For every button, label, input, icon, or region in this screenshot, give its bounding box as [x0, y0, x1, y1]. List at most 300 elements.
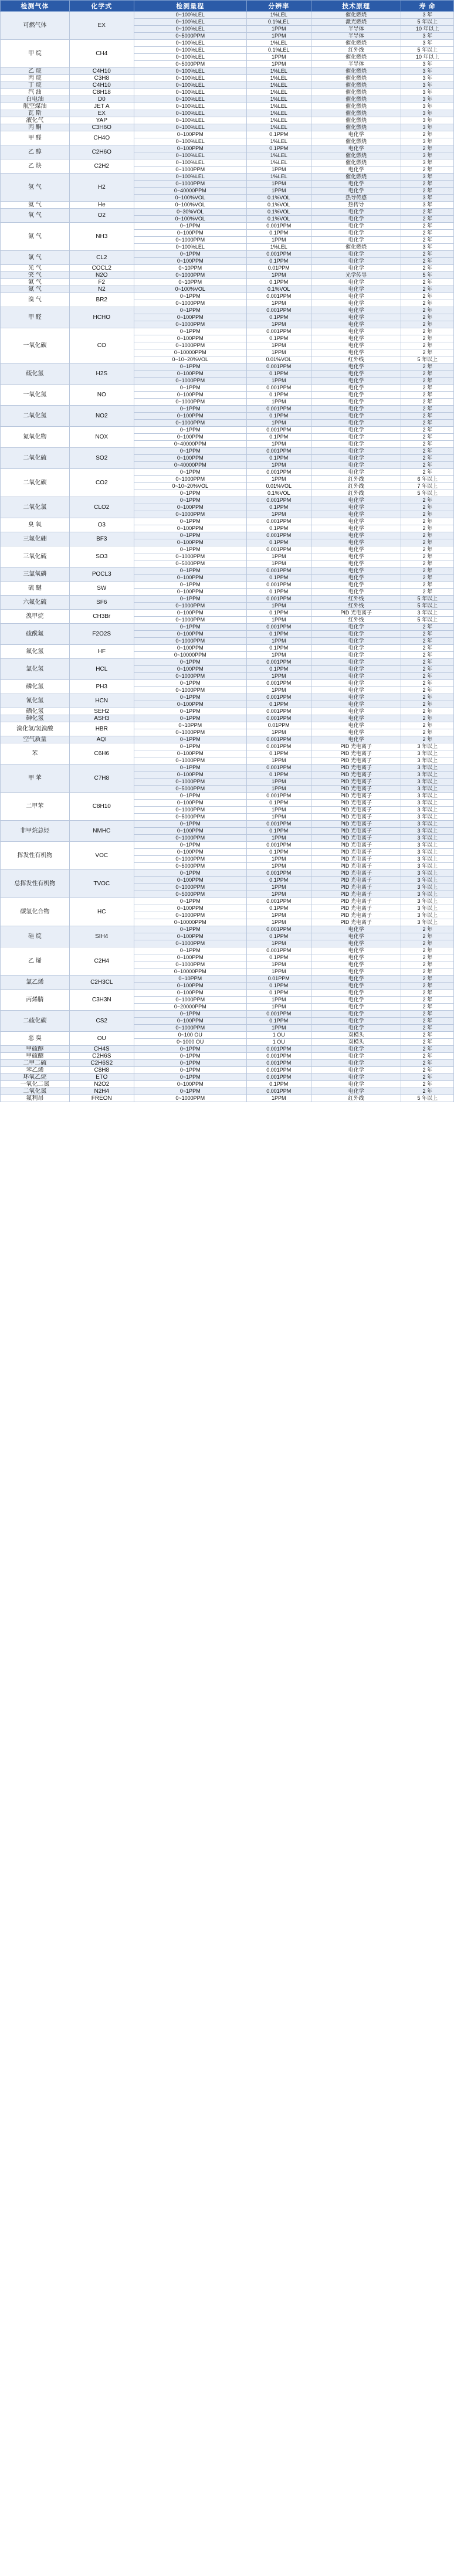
cell-gas-name: 空气质量 — [1, 736, 70, 743]
cell-technology: 电化学 — [311, 589, 401, 596]
cell-life: 3 年以上 — [401, 870, 454, 877]
cell-technology: PID 光电离子 — [311, 793, 401, 800]
cell-technology: 电化学 — [311, 504, 401, 511]
cell-life: 3 年 — [401, 138, 454, 145]
cell-resolution: 1PPM — [246, 919, 311, 926]
cell-gas-name: 乙 醇 — [1, 145, 70, 159]
cell-technology: 催化燃烧 — [311, 103, 401, 110]
cell-resolution: 0.001PPM — [246, 1088, 311, 1095]
cell-formula: HF — [69, 645, 134, 659]
cell-resolution: 1PPM — [246, 617, 311, 624]
cell-resolution: 0.1%VOL — [246, 209, 311, 216]
cell-life: 2 年 — [401, 947, 454, 954]
cell-life: 2 年 — [401, 940, 454, 947]
cell-formula: N2H4 — [69, 1088, 134, 1095]
cell-gas-name: 氯乙烯 — [1, 976, 70, 990]
cell-formula: C4H10 — [69, 68, 134, 75]
cell-range: 0~100PPM — [134, 933, 246, 940]
cell-range: 0~1PPM — [134, 582, 246, 589]
cell-resolution: 0.001PPM — [246, 328, 311, 335]
cell-gas-name: 氯 气 — [1, 251, 70, 265]
cell-range: 0~1PPM — [134, 532, 246, 539]
cell-life: 3 年以上 — [401, 750, 454, 757]
cell-resolution: 0.001PPM — [246, 1074, 311, 1081]
cell-range: 0~1000PPM — [134, 687, 246, 694]
cell-life: 2 年 — [401, 582, 454, 589]
cell-life: 3 年以上 — [401, 764, 454, 772]
table-row — [1, 1095, 454, 1102]
cell-range: 0~100PPM — [134, 800, 246, 807]
table-row — [1, 546, 454, 553]
gas-sensor-spec-table-container — [0, 0, 454, 1102]
cell-life: 3 年 — [401, 61, 454, 68]
cell-technology: PID 光电离子 — [311, 743, 401, 750]
table-row — [1, 363, 454, 371]
cell-range: 0~1000PPM — [134, 603, 246, 610]
cell-technology: 电化学 — [311, 575, 401, 582]
cell-life: 3 年以上 — [401, 757, 454, 764]
cell-range: 0~1PPM — [134, 947, 246, 954]
cell-gas-name: 氯化氢 — [1, 659, 70, 680]
cell-resolution: 0.001PPM — [246, 363, 311, 371]
cell-technology: 催化燃烧 — [311, 54, 401, 61]
cell-range: 0~1000PPM — [134, 476, 246, 483]
cell-resolution: 0.001PPM — [246, 842, 311, 849]
cell-technology: 热传导 — [311, 202, 401, 209]
table-row — [1, 567, 454, 575]
cell-range: 0~100PPM — [134, 1018, 246, 1025]
cell-life: 2 年 — [401, 983, 454, 990]
cell-resolution: 1PPM — [246, 757, 311, 764]
cell-range: 0~100%LEL — [134, 103, 246, 110]
header-formula: 化学式 — [69, 1, 134, 12]
cell-gas-name: 苯乙烯 — [1, 1067, 70, 1074]
cell-range: 0~1PPM — [134, 1046, 246, 1053]
cell-life: 3 年 — [401, 174, 454, 181]
cell-life: 2 年 — [401, 237, 454, 244]
cell-resolution: 0.1PPM — [246, 504, 311, 511]
cell-resolution: 0.1%LEL — [246, 47, 311, 54]
cell-resolution: 0.1%VOL — [246, 490, 311, 497]
cell-resolution: 0.001PPM — [246, 469, 311, 476]
cell-range: 0~100PPM — [134, 539, 246, 546]
cell-life: 3 年以上 — [401, 912, 454, 919]
cell-resolution: 0.001PPM — [246, 448, 311, 455]
cell-gas-name: 氮氧化物 — [1, 427, 70, 448]
cell-resolution: 0.1PPM — [246, 954, 311, 961]
cell-resolution: 0.001PPM — [246, 870, 311, 877]
cell-technology: 红外线 — [311, 476, 401, 483]
cell-range: 0~5000PPM — [134, 560, 246, 567]
table-row — [1, 124, 454, 131]
cell-technology: 电化学 — [311, 1046, 401, 1053]
cell-life: 2 年 — [401, 518, 454, 525]
cell-life: 3 年 — [401, 40, 454, 47]
table-row — [1, 469, 454, 476]
cell-range: 0~100PPM — [134, 772, 246, 779]
table-row — [1, 307, 454, 314]
cell-range: 0~1PPM — [134, 624, 246, 631]
table-row — [1, 582, 454, 589]
cell-life: 2 年 — [401, 399, 454, 406]
cell-life: 2 年 — [401, 575, 454, 582]
cell-technology: 红外线 — [311, 490, 401, 497]
cell-gas-name: 氦 气 — [1, 202, 70, 209]
cell-technology: 电化学 — [311, 532, 401, 539]
cell-resolution: 1%LEL — [246, 117, 311, 124]
cell-range: 0~100PPM — [134, 525, 246, 532]
cell-technology: 催化燃烧 — [311, 40, 401, 47]
cell-technology: 电化学 — [311, 363, 401, 371]
cell-range: 0~100PPM — [134, 575, 246, 582]
cell-formula: PH3 — [69, 680, 134, 694]
cell-range: 0~100%LEL — [134, 174, 246, 181]
cell-formula: NO — [69, 385, 134, 406]
cell-life: 2 年 — [401, 131, 454, 138]
cell-gas-name: 二氧化氮 — [1, 406, 70, 427]
cell-formula: CS2 — [69, 1011, 134, 1032]
cell-technology: 红外线 — [311, 483, 401, 490]
cell-resolution: 1PPM — [246, 181, 311, 188]
cell-resolution: 1%LEL — [246, 103, 311, 110]
cell-resolution: 0.1PPM — [246, 800, 311, 807]
cell-resolution: 1%LEL — [246, 124, 311, 131]
cell-technology: 电化学 — [311, 321, 401, 328]
cell-range: 0~1PPM — [134, 898, 246, 905]
cell-formula: BR2 — [69, 293, 134, 307]
cell-life: 2 年 — [401, 990, 454, 997]
cell-gas-name: 笑 气 — [1, 272, 70, 279]
cell-range: 0~1000PPM — [134, 779, 246, 786]
cell-formula: CH4S — [69, 1046, 134, 1053]
cell-resolution: 0.1PPM — [246, 413, 311, 420]
cell-resolution: 1PPM — [246, 1025, 311, 1032]
cell-range: 0~30%VOL — [134, 209, 246, 216]
cell-technology: 电化学 — [311, 680, 401, 687]
cell-range: 0~20000PPM — [134, 1004, 246, 1011]
cell-formula: He — [69, 202, 134, 209]
table-row — [1, 82, 454, 89]
header-life: 寿 命 — [401, 1, 454, 12]
cell-resolution: 1PPM — [246, 863, 311, 870]
cell-technology: PID 光电离子 — [311, 877, 401, 884]
cell-resolution: 1PPM — [246, 940, 311, 947]
cell-life: 3 年以上 — [401, 856, 454, 863]
cell-technology: 电化学 — [311, 701, 401, 708]
cell-range: 0~1PPM — [134, 659, 246, 666]
cell-life: 5 年 — [401, 272, 454, 279]
cell-range: 0~1PPM — [134, 567, 246, 575]
cell-technology: 电化学 — [311, 1088, 401, 1095]
cell-formula: C2H4 — [69, 947, 134, 976]
cell-life: 2 年 — [401, 413, 454, 420]
cell-formula: SIH4 — [69, 926, 134, 947]
cell-life: 2 年 — [401, 181, 454, 188]
cell-technology: 催化燃烧 — [311, 159, 401, 166]
cell-range: 0~5000PPM — [134, 814, 246, 821]
cell-life: 2 年 — [401, 1004, 454, 1011]
cell-technology: 电化学 — [311, 708, 401, 715]
cell-technology: 红外线 — [311, 356, 401, 363]
cell-resolution: 0.1PPM — [246, 772, 311, 779]
cell-resolution: 0.001PPM — [246, 546, 311, 553]
cell-resolution: 1%LEL — [246, 152, 311, 159]
cell-range: 0~1000 OU — [134, 1039, 246, 1046]
cell-range: 0~1000PPM — [134, 511, 246, 518]
cell-life: 3 年以上 — [401, 849, 454, 856]
table-row — [1, 448, 454, 455]
cell-formula: EX — [69, 12, 134, 40]
cell-range: 0~100%LEL — [134, 75, 246, 82]
cell-gas-name: 硅 烷 — [1, 926, 70, 947]
cell-range: 0~1000PPM — [134, 1095, 246, 1102]
cell-life: 2 年 — [401, 216, 454, 223]
cell-range: 0~1PPM — [134, 1053, 246, 1060]
table-row — [1, 610, 454, 617]
cell-technology: 电化学 — [311, 300, 401, 307]
cell-range: 0~10PPM — [134, 722, 246, 729]
cell-technology: 双模头 — [311, 1032, 401, 1039]
cell-technology: 催化燃烧 — [311, 82, 401, 89]
cell-technology: PID 光电离子 — [311, 905, 401, 912]
cell-technology: 电化学 — [311, 729, 401, 736]
cell-technology: PID 光电离子 — [311, 828, 401, 835]
cell-range: 0~1000PPM — [134, 181, 246, 188]
cell-life: 3 年 — [401, 33, 454, 40]
cell-range: 0~100PPM — [134, 905, 246, 912]
cell-range: 0~100PPM — [134, 258, 246, 265]
cell-range: 0~100PPM — [134, 645, 246, 652]
cell-technology: 电化学 — [311, 166, 401, 174]
cell-life: 2 年 — [401, 687, 454, 694]
cell-technology: 电化学 — [311, 645, 401, 652]
table-row — [1, 209, 454, 216]
cell-technology: 电化学 — [311, 666, 401, 673]
cell-life: 2 年 — [401, 335, 454, 342]
cell-gas-name: 三氧化硫 — [1, 546, 70, 567]
cell-formula: F2 — [69, 279, 134, 286]
cell-life: 2 年 — [401, 448, 454, 455]
cell-resolution: 1PPM — [246, 321, 311, 328]
cell-life: 3 年 — [401, 159, 454, 166]
cell-technology: 红外线 — [311, 1095, 401, 1102]
cell-life: 2 年 — [401, 645, 454, 652]
cell-technology: 电化学 — [311, 976, 401, 983]
cell-life: 2 年 — [401, 230, 454, 237]
cell-formula: N2 — [69, 286, 134, 293]
cell-range: 0~100%LEL — [134, 26, 246, 33]
cell-resolution: 0.001PPM — [246, 764, 311, 772]
cell-life: 2 年 — [401, 371, 454, 378]
cell-resolution: 1%LEL — [246, 82, 311, 89]
cell-gas-name: 六氟化硫 — [1, 596, 70, 610]
cell-technology: 电化学 — [311, 279, 401, 286]
cell-range: 0~100PPM — [134, 990, 246, 997]
cell-life: 3 年以上 — [401, 743, 454, 750]
cell-range: 0~1PPM — [134, 1074, 246, 1081]
cell-formula: CLO2 — [69, 497, 134, 518]
cell-formula: TVOC — [69, 870, 134, 898]
cell-life: 2 年 — [401, 427, 454, 434]
cell-resolution: 0.001PPM — [246, 659, 311, 666]
cell-formula: C3H6O — [69, 124, 134, 131]
cell-formula: EX — [69, 110, 134, 117]
cell-formula: NH3 — [69, 223, 134, 251]
cell-range: 0~100PPM — [134, 335, 246, 342]
cell-range: 0~100PPM — [134, 877, 246, 884]
cell-resolution: 1PPM — [246, 997, 311, 1004]
cell-resolution: 0.1PPM — [246, 905, 311, 912]
table-row — [1, 976, 454, 983]
cell-formula: AQI — [69, 736, 134, 743]
cell-life: 2 年 — [401, 209, 454, 216]
cell-technology: 电化学 — [311, 947, 401, 954]
cell-resolution: 0.001PPM — [246, 532, 311, 539]
cell-resolution: 0.001PPM — [246, 497, 311, 504]
table-row — [1, 145, 454, 152]
table-row — [1, 40, 454, 47]
cell-resolution: 1PPM — [246, 912, 311, 919]
table-row — [1, 947, 454, 954]
cell-life: 2 年 — [401, 694, 454, 701]
cell-range: 0~10000PPM — [134, 652, 246, 659]
cell-life: 3 年以上 — [401, 800, 454, 807]
cell-range: 0~1000PPM — [134, 237, 246, 244]
cell-life: 3 年以上 — [401, 905, 454, 912]
table-row — [1, 659, 454, 666]
cell-resolution: 0.001PPM — [246, 223, 311, 230]
cell-range: 0~100%LEL — [134, 54, 246, 61]
cell-resolution: 1PPM — [246, 511, 311, 518]
cell-life: 5 年以上 — [401, 603, 454, 610]
cell-gas-name: 氟利昂 — [1, 1095, 70, 1102]
table-row — [1, 174, 454, 181]
cell-technology: PID 光电离子 — [311, 919, 401, 926]
cell-range: 0~100%LEL — [134, 47, 246, 54]
cell-resolution: 1PPM — [246, 272, 311, 279]
cell-resolution: 1PPM — [246, 300, 311, 307]
cell-technology: 电化学 — [311, 441, 401, 448]
cell-life: 2 年 — [401, 286, 454, 293]
cell-range: 0~1PPM — [134, 1011, 246, 1018]
cell-life: 2 年 — [401, 553, 454, 560]
table-row — [1, 821, 454, 828]
cell-gas-name: 硫 醚 — [1, 582, 70, 596]
cell-resolution: 1PPM — [246, 1004, 311, 1011]
cell-range: 0~100%VOL — [134, 216, 246, 223]
cell-technology: 催化燃烧 — [311, 68, 401, 75]
cell-range: 0~1PPM — [134, 1067, 246, 1074]
cell-formula: NMHC — [69, 821, 134, 842]
cell-life: 2 年 — [401, 328, 454, 335]
cell-resolution: 0.1PPM — [246, 371, 311, 378]
cell-life: 5 年以上 — [401, 47, 454, 54]
cell-technology: 电化学 — [311, 968, 401, 976]
cell-gas-name: 二甲苯 — [1, 793, 70, 821]
cell-range: 0~100PPM — [134, 701, 246, 708]
cell-range: 0~100%LEL — [134, 96, 246, 103]
cell-range: 0~1PPM — [134, 680, 246, 687]
cell-resolution: 1PPM — [246, 166, 311, 174]
cell-gas-name: 环氧乙烷 — [1, 1074, 70, 1081]
cell-range: 0~1PPM — [134, 385, 246, 392]
cell-life: 3 年 — [401, 117, 454, 124]
cell-formula: CO — [69, 328, 134, 363]
cell-formula: C4H10 — [69, 82, 134, 89]
cell-range: 0~100%LEL — [134, 12, 246, 19]
cell-technology: PID 光电离子 — [311, 891, 401, 898]
cell-formula: C2H6O — [69, 145, 134, 159]
cell-resolution: 0.1PPM — [246, 631, 311, 638]
cell-resolution: 1PPM — [246, 856, 311, 863]
cell-technology: 电化学 — [311, 131, 401, 138]
table-row — [1, 1011, 454, 1018]
cell-life: 5 年以上 — [401, 1095, 454, 1102]
table-row — [1, 75, 454, 82]
cell-range: 0~100%LEL — [134, 117, 246, 124]
cell-gas-name: 甲 醛 — [1, 131, 70, 145]
cell-formula: N2O — [69, 272, 134, 279]
cell-life: 3 年 — [401, 103, 454, 110]
cell-range: 0~10000PPM — [134, 968, 246, 976]
cell-technology: 电化学 — [311, 293, 401, 300]
cell-life: 3 年 — [401, 152, 454, 159]
cell-life: 7 年以上 — [401, 483, 454, 490]
table-body — [1, 12, 454, 1102]
cell-resolution: 1PPM — [246, 188, 311, 195]
cell-resolution: 0.001PPM — [246, 736, 311, 743]
cell-technology: 催化燃烧 — [311, 75, 401, 82]
cell-formula: JET A — [69, 103, 134, 110]
cell-life: 2 年 — [401, 279, 454, 286]
cell-range: 0~100PPM — [134, 750, 246, 757]
cell-resolution: 0.1PPM — [246, 666, 311, 673]
cell-gas-name: 硫化氢 — [1, 363, 70, 385]
cell-technology: 电化学 — [311, 427, 401, 434]
cell-resolution: 0.001PPM — [246, 1053, 311, 1060]
table-row — [1, 1060, 454, 1067]
cell-formula: HCN — [69, 694, 134, 708]
cell-resolution: 0.1PPM — [246, 1018, 311, 1025]
cell-range: 0~10~20%VOL — [134, 483, 246, 490]
cell-range: 0~100%VOL — [134, 286, 246, 293]
cell-gas-name: 三氯氧磷 — [1, 567, 70, 582]
cell-range: 0~100PPM — [134, 589, 246, 596]
cell-resolution: 0.1PPM — [246, 525, 311, 532]
cell-resolution: 1PPM — [246, 1095, 311, 1102]
cell-gas-name: 一氧化二氮 — [1, 1081, 70, 1088]
cell-gas-name: 氟化氢 — [1, 645, 70, 659]
cell-formula: C6H6 — [69, 743, 134, 764]
cell-range: 0~10~20%VOL — [134, 356, 246, 363]
cell-resolution: 0.001PPM — [246, 708, 311, 715]
cell-resolution: 0.1PPM — [246, 1081, 311, 1088]
table-row — [1, 427, 454, 434]
cell-technology: 电化学 — [311, 335, 401, 342]
cell-formula: HCHO — [69, 307, 134, 328]
cell-technology: PID 光电离子 — [311, 757, 401, 764]
cell-range: 0~100%LEL — [134, 40, 246, 47]
cell-resolution: 0.001PPM — [246, 307, 311, 314]
table-row — [1, 202, 454, 209]
cell-technology: 催化燃烧 — [311, 12, 401, 19]
cell-formula: SF6 — [69, 596, 134, 610]
cell-gas-name: 非甲烷总烃 — [1, 821, 70, 842]
cell-range: 0~100%LEL — [134, 159, 246, 166]
cell-technology: 催化燃烧 — [311, 117, 401, 124]
cell-life: 2 年 — [401, 469, 454, 476]
cell-technology: 催化燃烧 — [311, 244, 401, 251]
